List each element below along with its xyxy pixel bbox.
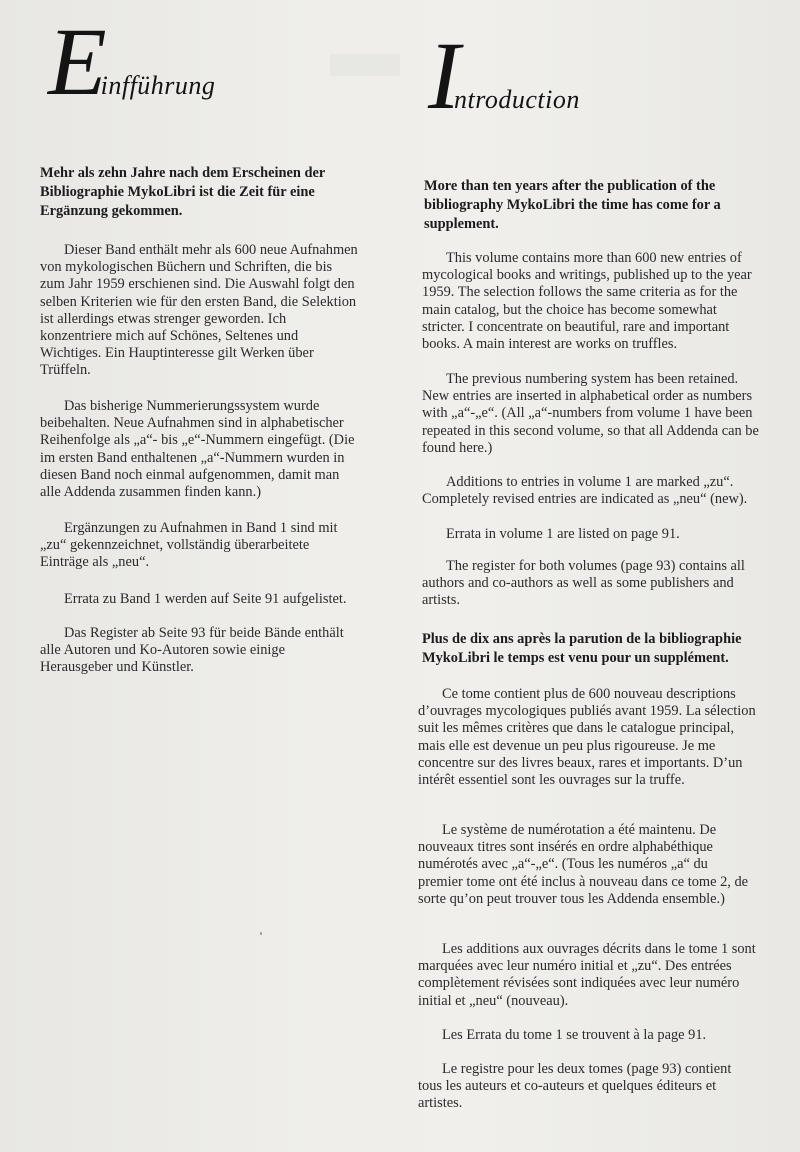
french-paragraph-4: Les Errata du tome 1 se trouvent à la page 91.: [442, 1027, 707, 1043]
german-paragraph-2: Das bisherige Nummerierungssystem wurde beibehalten. Neue Aufnahmen sind in alphabetischer Reihenfolge als „a“- bis „e“-Nummern eingefügt. (Die im ersten Band enthaltenen „a“-Nummern wurden in diesen Band noch einmal aufgenommen, damit man alle Addenda zusammen finden kann.): [40, 398, 355, 501]
english-paragraph-1: This volume contains more than 600 new entries of mycological books and writings, published up to the year 1959. The selection follows the same criteria as for the main catalog, but the choice has become somewhat stricter. I concentrate on beautiful, rare and important books. A main interest are works on truffles.: [422, 250, 752, 353]
french-paragraph-3: Les additions aux ouvrages décrits dans le tome 1 sont marquées avec leur numéro initial et „zu“. Des entrées complètement révisées sont indiquées avec leur numéro initial et „neu“ (nouveau).: [418, 941, 756, 1009]
german-paragraph-3: Ergänzungen zu Aufnahmen in Band 1 sind mit „zu“ gekennzeichnet, vollständig überarbeitete Einträge als „neu“.: [40, 520, 338, 571]
german-paragraph-1: Dieser Band enthält mehr als 600 neue Aufnahmen von mykologischen Büchern und Schriften, die bis zum Jahr 1959 erschienen sind. Die Auswahl folgt den selben Kriterien wie für den ersten Band, die Selektion ist allerdings etwas strenger geworden. Ich konzentriere mich auf Schönes, Seltenes und Wichtiges. Ein Hauptinteresse gilt Werken über Trüffeln.: [40, 242, 358, 379]
bleed-through-mark: [330, 54, 400, 76]
german-paragraph-5: Das Register ab Seite 93 für beide Bände enthält alle Autoren und Ko-Autoren sowie einige Herausgeber und Künstler.: [40, 625, 344, 676]
german-lead: Mehr als zehn Jahre nach dem Erscheinen der Bibliographie MykoLibri ist die Zeit für eine Ergänzung gekommen.: [40, 165, 326, 219]
english-paragraph-5: The register for both volumes (page 93) contains all authors and co-authors as well as some publishers and artists.: [422, 558, 745, 609]
french-lead: Plus de dix ans après la parution de la bibliographie MykoLibri le temps est venu pour un supplément.: [422, 631, 742, 666]
french-paragraph-1: Ce tome contient plus de 600 nouveau descriptions d’ouvrages mycologiques publiés avant 1959. La sélection suit les mêmes critères que dans le catalogue principal, mais elle est devenue un peu plus rigoureuse. Je me concentre sur des livres beaux, rares et importants. D’un intérêt essentiel sont les ouvrages sur la truffe.: [418, 686, 756, 789]
paper-speck: [260, 932, 262, 935]
english-lead: More than ten years after the publication of the bibliography MykoLibri the time has come for a supplement.: [424, 178, 721, 232]
french-paragraph-2: Le système de numérotation a été maintenu. De nouveaux titres sont insérés en ordre alphabéthique numérotés avec „a“-„e“. (Tous les numéros „a“ du premier tome ont été inclus à nouveau dans ce tome 2, de sorte qu’on peut trouver tous les Addenda ensemble.): [418, 822, 749, 907]
english-heading: [428, 22, 580, 129]
german-heading-text: infführung: [100, 71, 216, 100]
german-heading: [48, 8, 216, 115]
english-heading-text: ntroduction: [453, 85, 580, 114]
german-heading-initial: E: [48, 8, 107, 115]
english-paragraph-4: Errata in volume 1 are listed on page 91.: [446, 526, 680, 542]
english-paragraph-3: Additions to entries in volume 1 are marked „zu“. Completely revised entries are indicated as „neu“ (new).: [422, 474, 748, 508]
german-paragraph-4: Errata zu Band 1 werden auf Seite 91 aufgelistet.: [64, 591, 347, 607]
english-heading-initial: I: [428, 22, 460, 129]
english-paragraph-2: The previous numbering system has been retained. New entries are inserted in alphabetical order as numbers with „a“-„e“. (All „a“-numbers from volume 1 have been repeated in this second volume, so that all Addenda can be found here.): [422, 371, 759, 456]
french-paragraph-5: Le registre pour les deux tomes (page 93) contient tous les auteurs et co-auteurs et quelques éditeurs et artistes.: [418, 1061, 732, 1112]
